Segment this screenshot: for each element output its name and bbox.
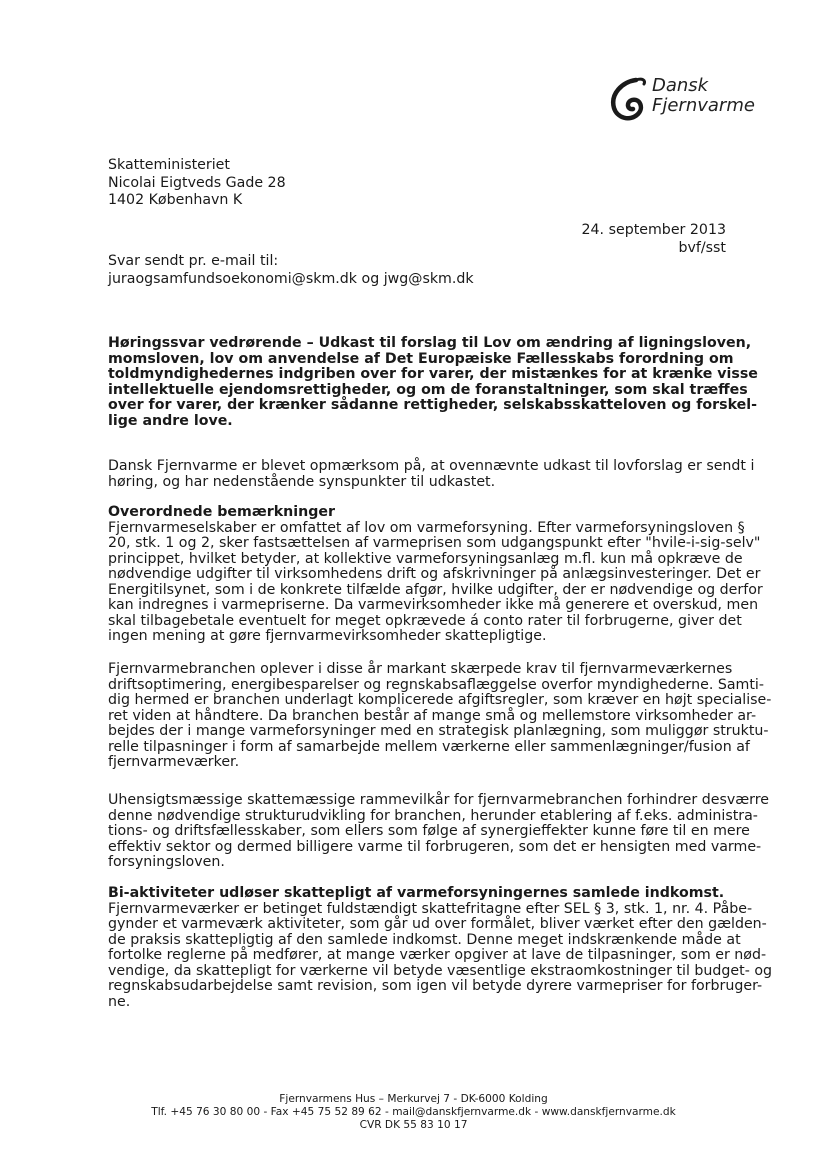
paragraph-line: denne nødvendige strukturudvikling for branchen, herunder etablering af f.eks. administra- [108,807,758,824]
paragraph-line: vendige, da skattepligt for værkerne vil betyde væsentlige ekstraomkostninger til budget- og [108,962,773,979]
paragraph-line: fjernvarmeværker. [108,754,240,770]
date-block [582,222,727,257]
section-overordnede [108,505,763,645]
sent-to-label: Svar sendt pr. e-mail til: [108,253,279,269]
intro-paragraph [108,459,754,490]
paragraph-line: Dansk Fjernvarme er blevet opmærksom på, at ovennævnte udkast til lovforslag er sendt i [108,458,755,474]
subject-line: over for varer, der krænker sådanne rettigheder, selskabsskatteloven og forskel- [108,397,758,413]
paragraph-line: relle tilpasninger i form af samarbejde mellem værkerne eller sammenlægninger/fusion af [108,738,750,755]
subject-line: lige andre love. [108,412,233,429]
logo-text-line: Fjernvarme [652,95,755,116]
paragraph-line: regnskabsudarbejdelse samt revision, som igen vil betyde dyrere varmepriser for forbruger- [108,978,763,994]
paragraph-line: 20, stk. 1 og 2, sker fastsættelsen af varmeprisen som udgangspunkt efter "hvile-i-sig-selv" [108,535,761,551]
paragraph-branch-demands [108,662,771,771]
paragraph-line: Fjernvarmeværker er betinget fuldstændigt skattefritagne efter SEL § 3, stk. 1, nr. 4. Påbe- [108,900,753,917]
paragraph-line: skal tilbagebetale eventuelt for meget opkrævede á conto rater til forbrugerne, giver det [108,612,742,629]
sent-to-block [108,253,474,288]
paragraph-line: de praksis skattepligtig af den samlede indkomst. Denne meget indskrænkende måde at [108,931,741,948]
address-line: Nicolai Eigtveds Gade 28 [108,174,286,191]
footer-contact: Tlf. +45 76 30 80 00 - Fax +45 75 52 89 62 - mail@danskfjernvarme.dk - www.danskfjernvarme.dk [151,1106,676,1118]
paragraph-line: ingen mening at gøre fjernvarmevirksomheder skattepligtige. [108,628,547,644]
paragraph-line: Energitilsynet, som i de konkrete tilfælde afgør, hvilke udgifter, der er nødvendige og derfor [108,581,763,598]
footer-cvr: CVR DK 55 83 10 17 [359,1119,468,1131]
subject-line: Høringssvar vedrørende – Udkast til forslag til Lov om ændring af ligningsloven, [108,335,752,351]
paragraph-line: Fjernvarmeselskaber er omfattet af lov om varmeforsyning. Efter varmeforsyningsloven § [108,519,745,536]
flame-swirl-logo-icon [606,74,656,124]
paragraph-line: Uhensigtsmæssige skattemæssige rammevilkår for fjernvarmebranchen forhindrer desværre [108,792,770,808]
paragraph-line: kan indregnes i varmepriserne. Da varmevirksomheder ikke må generere et overskud, men [108,597,759,613]
paragraph-line: fortolke reglerne på medfører, at mange værker opgiver at lave de tilpasninger, som er nød- [108,947,767,963]
logo-wordmark [652,76,755,116]
paragraph-line: forsyningsloven. [108,854,225,870]
paragraph-line: Fjernvarmebranchen oplever i disse år markant skærpede krav til fjernvarmeværkernes [108,661,733,677]
paragraph-line: høring, og har nedenstående synspunkter til udkastet. [108,473,496,490]
paragraph-line: ne. [108,993,131,1010]
logo-text-line: Dansk [652,75,709,96]
footer-address: Fjernvarmens Hus – Merkurvej 7 - DK-6000 Kolding [279,1093,548,1105]
letter-subject [108,336,758,429]
address-line: 1402 København K [108,192,243,208]
paragraph-line: tions- og driftsfællesskaber, som ellers som følge af synergieffekter kunne føre til en mere [108,823,750,839]
paragraph-line: ret viden at håndtere. Da branchen består af mange små og mellemstore virksomheder ar- [108,707,757,724]
section-heading: Bi-aktiviteter udløser skattepligt af varmeforsyningernes samlede indkomst. [108,885,725,901]
paragraph-line: princippet, hvilket betyder, at kollektive varmeforsyningsanlæg m.fl. kun må opkræve de [108,550,743,567]
paragraph-line: driftsoptimering, energibesparelser og regnskabsaflæggelse overfor myndighederne. Samti- [108,676,764,693]
subject-line: intellektuelle ejendomsrettigheder, og om de foranstaltninger, som skal træffes [108,381,748,398]
address-line: Skatteministeriet [108,157,230,173]
recipient-address [108,157,286,210]
letter-reference: bvf/sst [678,239,726,256]
sent-to-emails: juraogsamfundsoekonomi@skm.dk og jwg@skm.dk [108,270,474,287]
letter-date: 24. september 2013 [581,222,726,238]
subject-line: toldmyndighedernes indgriben over for varer, der mistænkes for at krænke visse [108,366,758,382]
paragraph-line: nødvendige udgifter til virksomhedens drift og afskrivninger på anlægsinvesteringer. Det er [108,566,761,582]
paragraph-tax-conditions [108,793,769,871]
subject-line: momsloven, lov om anvendelse af Det Europæiske Fællesskabs forordning om [108,350,734,367]
paragraph-line: gynder et varmeværk aktiviteter, som går ud over formålet, bliver værket efter den gælden- [108,916,767,932]
paragraph-line: bejdes der i mange varmeforsyninger med en strategisk planlægning, som muliggør struktu- [108,723,769,739]
paragraph-line: dig hermed er branchen underlagt komplicerede afgiftsregler, som kræver en højt specialise- [108,692,772,708]
letterhead-footer [0,1093,827,1132]
paragraph-line: effektiv sektor og dermed billigere varme til forbrugeren, som det er hensigten med varme- [108,838,762,855]
section-bi-aktiviteter [108,886,772,1010]
section-heading: Overordnede bemærkninger [108,504,335,520]
